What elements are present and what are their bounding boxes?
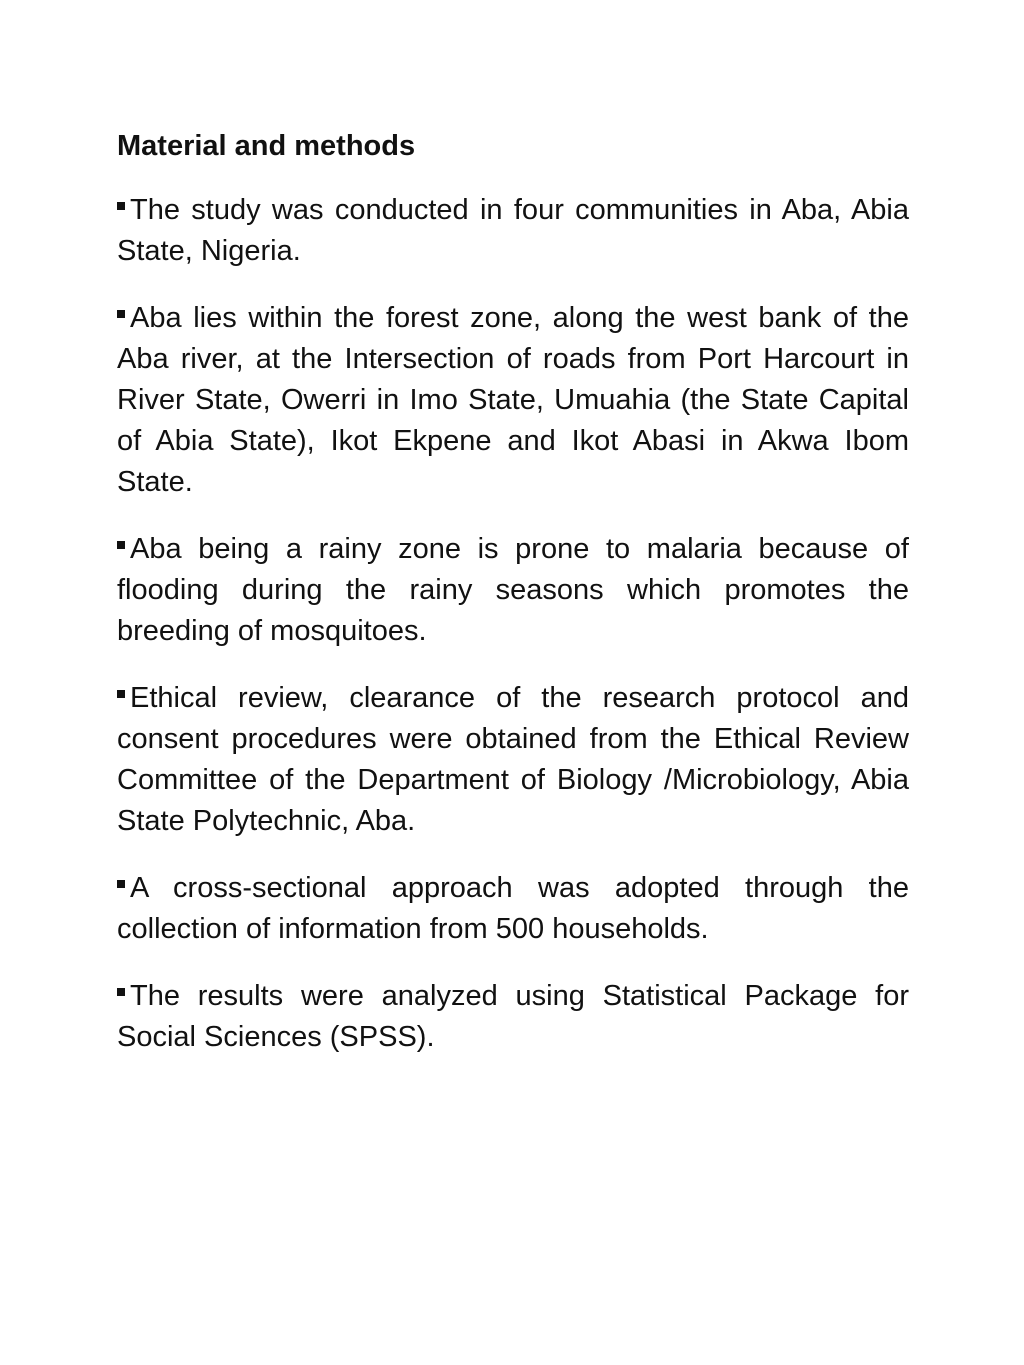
list-item-text: The study was conducted in four communities in Aba, Abia State, Nigeria. [117,194,909,267]
square-bullet-icon [117,690,125,698]
list-item-text: Aba being a rainy zone is prone to malaria because of flooding during the rainy seasons which promotes the breeding of mosquitoes. [117,533,909,647]
square-bullet-icon [117,988,125,996]
square-bullet-icon [117,202,125,210]
square-bullet-icon [117,310,125,318]
list-item [117,678,909,842]
square-bullet-icon [117,541,125,549]
list-item-text: A cross-sectional approach was adopted through the collection of information from 500 households. [117,872,909,945]
list-item [117,868,909,950]
section-heading: Material and methods [117,130,416,162]
list-item [117,298,909,503]
list-item [117,529,909,652]
square-bullet-icon [117,880,125,888]
list-item-text: Aba lies within the forest zone, along the west bank of the Aba river, at the Intersection of roads from Port Harcourt in River State, Owerri in Imo State, Umuahia (the State Capital of Abia State), Ikot Ekpene and Ikot Abasi in Akwa Ibom State. [117,302,909,498]
list-item-text: Ethical review, clearance of the research protocol and consent procedures were obtained from the Ethical Review Committee of the Department of Biology /Microbiology, Abia State Polytechnic, Aba. [117,682,909,837]
list-item [117,976,909,1058]
list-item [117,190,909,272]
document-page [117,126,909,1084]
list-item-text: The results were analyzed using Statistical Package for Social Sciences (SPSS). [117,980,909,1053]
bullet-list [117,190,909,1058]
